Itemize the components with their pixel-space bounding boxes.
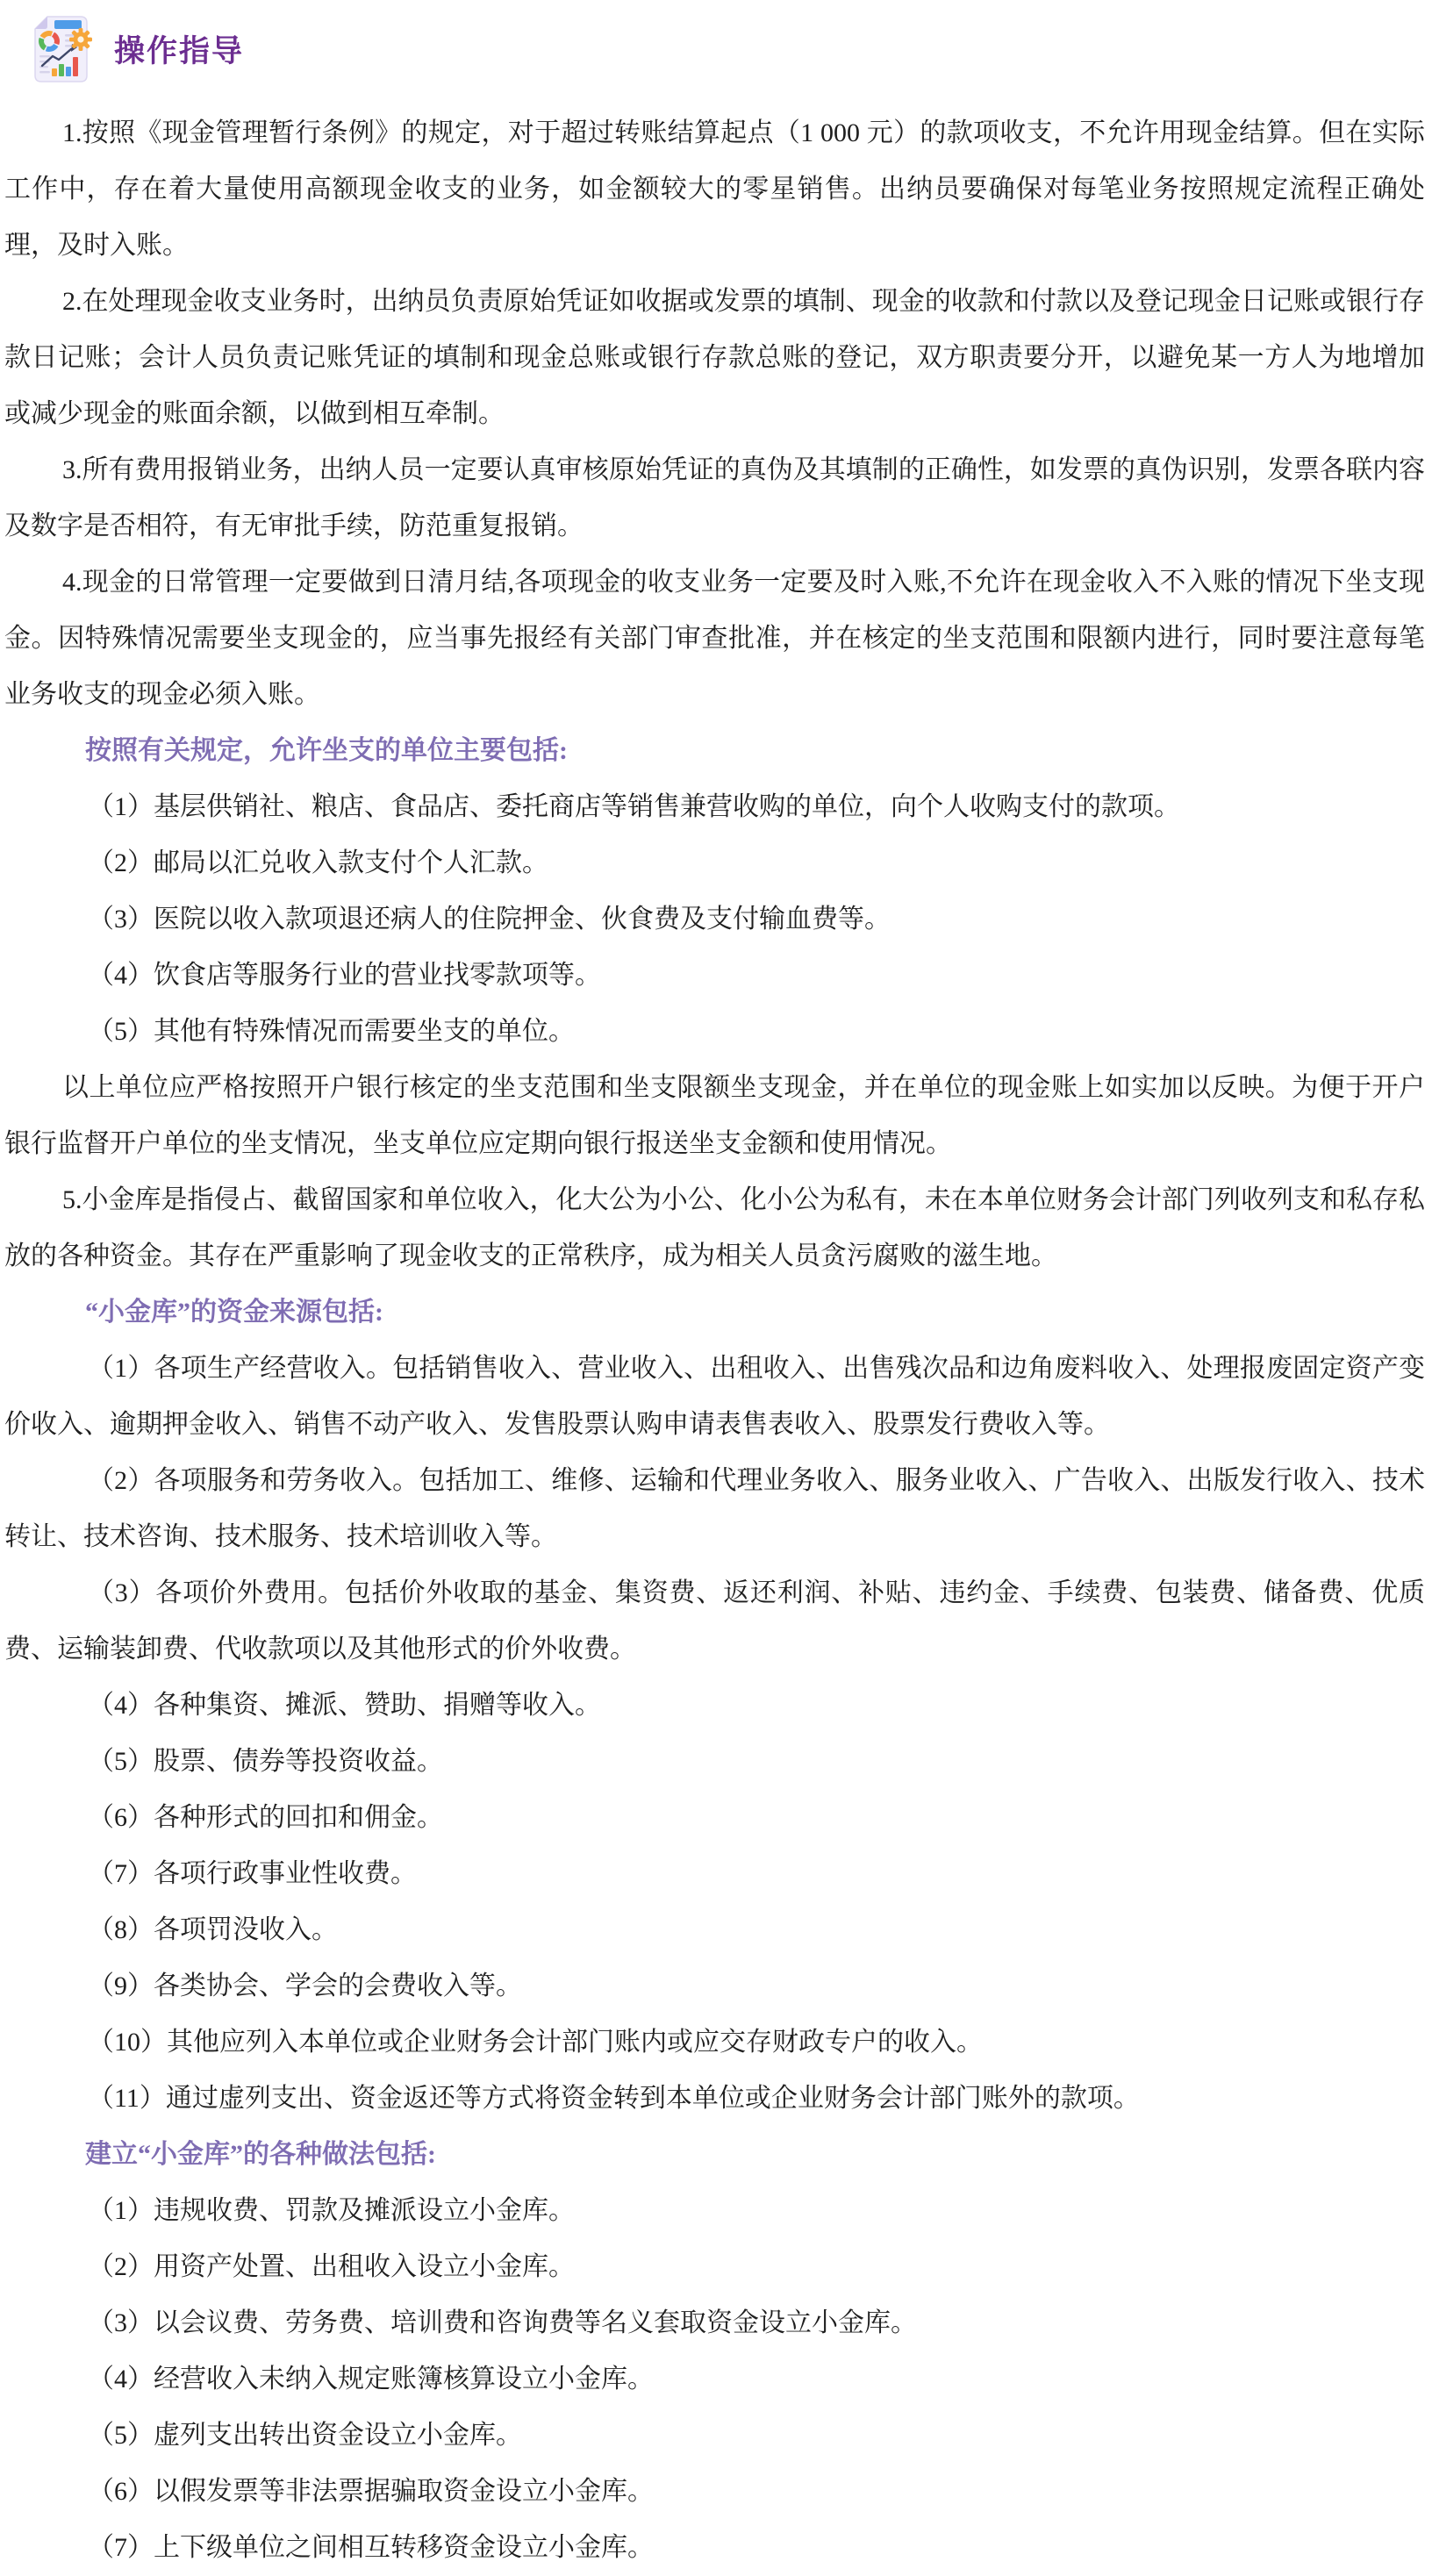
paragraph: （6）以假发票等非法票据骗取资金设立小金库。 [88,2477,654,2506]
paragraph: （8）各项罚没收入。 [88,1915,338,1944]
paragraph: （5）其他有特殊情况而需要坐支的单位。 [88,1017,575,1046]
paragraph: （3）医院以收入款项退还病人的住院押金、伙食费及支付输血费等。 [88,905,891,934]
paragraph: （1）违规收费、罚款及摊派设立小金库。 [88,2196,575,2225]
paragraph: 1.按照《现金管理暂行条例》的规定，对于超过转账结算起点（1 000 元）的款项收支，不允许用现金结算。但在实际工作中，存在着大量使用高额现金收支的业务，如金额较大的零星销售。出纳员要确保对每笔业务按照规定流程正确处理，及时入账。 [4,118,1425,260]
paragraph: （10）其他应列入本单位或企业财务会计部门账内或应交存财政专户的收入。 [88,2028,983,2057]
paragraph: （4）各种集资、摊派、赞助、捐赠等收入。 [88,1691,601,1720]
paragraph: （3）以会议费、劳务费、培训费和咨询费等名义套取资金设立小金库。 [88,2308,917,2337]
paragraph: （1）基层供销社、粮店、食品店、委托商店等销售兼营收购的单位，向个人收购支付的款项。 [88,792,1180,821]
content-body [0,105,1432,2576]
paragraph: （7）各项行政事业性收费。 [88,1859,417,1888]
paragraph: （7）上下级单位之间相互转移资金设立小金库。 [88,2533,654,2562]
paragraph: （6）各种形式的回扣和佣金。 [88,1803,443,1832]
paragraph: （11）通过虚列支出、资金返还等方式将资金转到本单位或企业财务会计部门账外的款项。 [88,2084,1140,2113]
paragraph: （5）股票、债券等投资收益。 [88,1747,443,1776]
paragraph: （5）虚列支出转出资金设立小金库。 [88,2421,522,2450]
paragraph: （1）各项生产经营收入。包括销售收入、营业收入、出租收入、出售残次品和边角废料收入、处理报废固定资产变价收入、逾期押金收入、销售不动产收入、发售股票认购申请表售表收入、股票发行费收入等。 [4,1354,1425,1439]
paragraph: （4）饮食店等服务行业的营业找零款项等。 [88,961,601,990]
paragraph: （2）各项服务和劳务收入。包括加工、维修、运输和代理业务收入、服务业收入、广告收入、出版发行收入、技术转让、技术咨询、技术服务、技术培训收入等。 [4,1466,1425,1551]
paragraph: （2）用资产处置、出租收入设立小金库。 [88,2252,575,2281]
page-header [0,0,1432,84]
paragraph: （2）邮局以汇兑收入款支付个人汇款。 [88,848,548,877]
paragraph: 2.在处理现金收支业务时，出纳员负责原始凭证如收据或发票的填制、现金的收款和付款以及登记现金日记账或银行存款日记账；会计人员负责记账凭证的填制和现金总账或银行存款总账的登记，双方职责要分开，以避免某一方人为地增加或减少现金的账面余额，以做到相互牵制。 [4,287,1425,428]
section-heading: “小金库”的资金来源包括: [85,1298,383,1327]
page-title: 操作指导 [114,34,245,68]
paragraph: 5.小金库是指侵占、截留国家和单位收入，化大公为小公、化小公为私有，未在本单位财务会计部门列收列支和私存私放的各种资金。其存在严重影响了现金收支的正常秩序，成为相关人员贪污腐败的滋生地。 [4,1185,1425,1270]
section-heading: 按照有关规定，允许坐支的单位主要包括: [85,736,568,765]
paragraph: （9）各类协会、学会的会费收入等。 [88,1971,522,2000]
paragraph: 4.现金的日常管理一定要做到日清月结,各项现金的收支业务一定要及时入账,不允许在现金收入不入账的情况下坐支现金。因特殊情况需要坐支现金的，应当事先报经有关部门审查批准，并在核定的坐支范围和限额内进行，同时要注意每笔业务收支的现金必须入账。 [4,568,1425,709]
section-heading: 建立“小金库”的各种做法包括: [85,2140,436,2169]
paragraph: 以上单位应严格按照开户银行核定的坐支范围和坐支限额坐支现金，并在单位的现金账上如实加以反映。为便于开户银行监督开户单位的坐支情况，坐支单位应定期向银行报送坐支金额和使用情况。 [4,1073,1425,1158]
report-chart-icon [32,14,93,84]
paragraph: （4）经营收入未纳入规定账簿核算设立小金库。 [88,2365,654,2394]
paragraph: 3.所有费用报销业务，出纳人员一定要认真审核原始凭证的真伪及其填制的正确性，如发票的真伪识别，发票各联内容及数字是否相符，有无审批手续，防范重复报销。 [4,455,1425,540]
paragraph: （3）各项价外费用。包括价外收取的基金、集资费、返还利润、补贴、违约金、手续费、包装费、储备费、优质费、运输装卸费、代收款项以及其他形式的价外收费。 [4,1578,1425,1664]
